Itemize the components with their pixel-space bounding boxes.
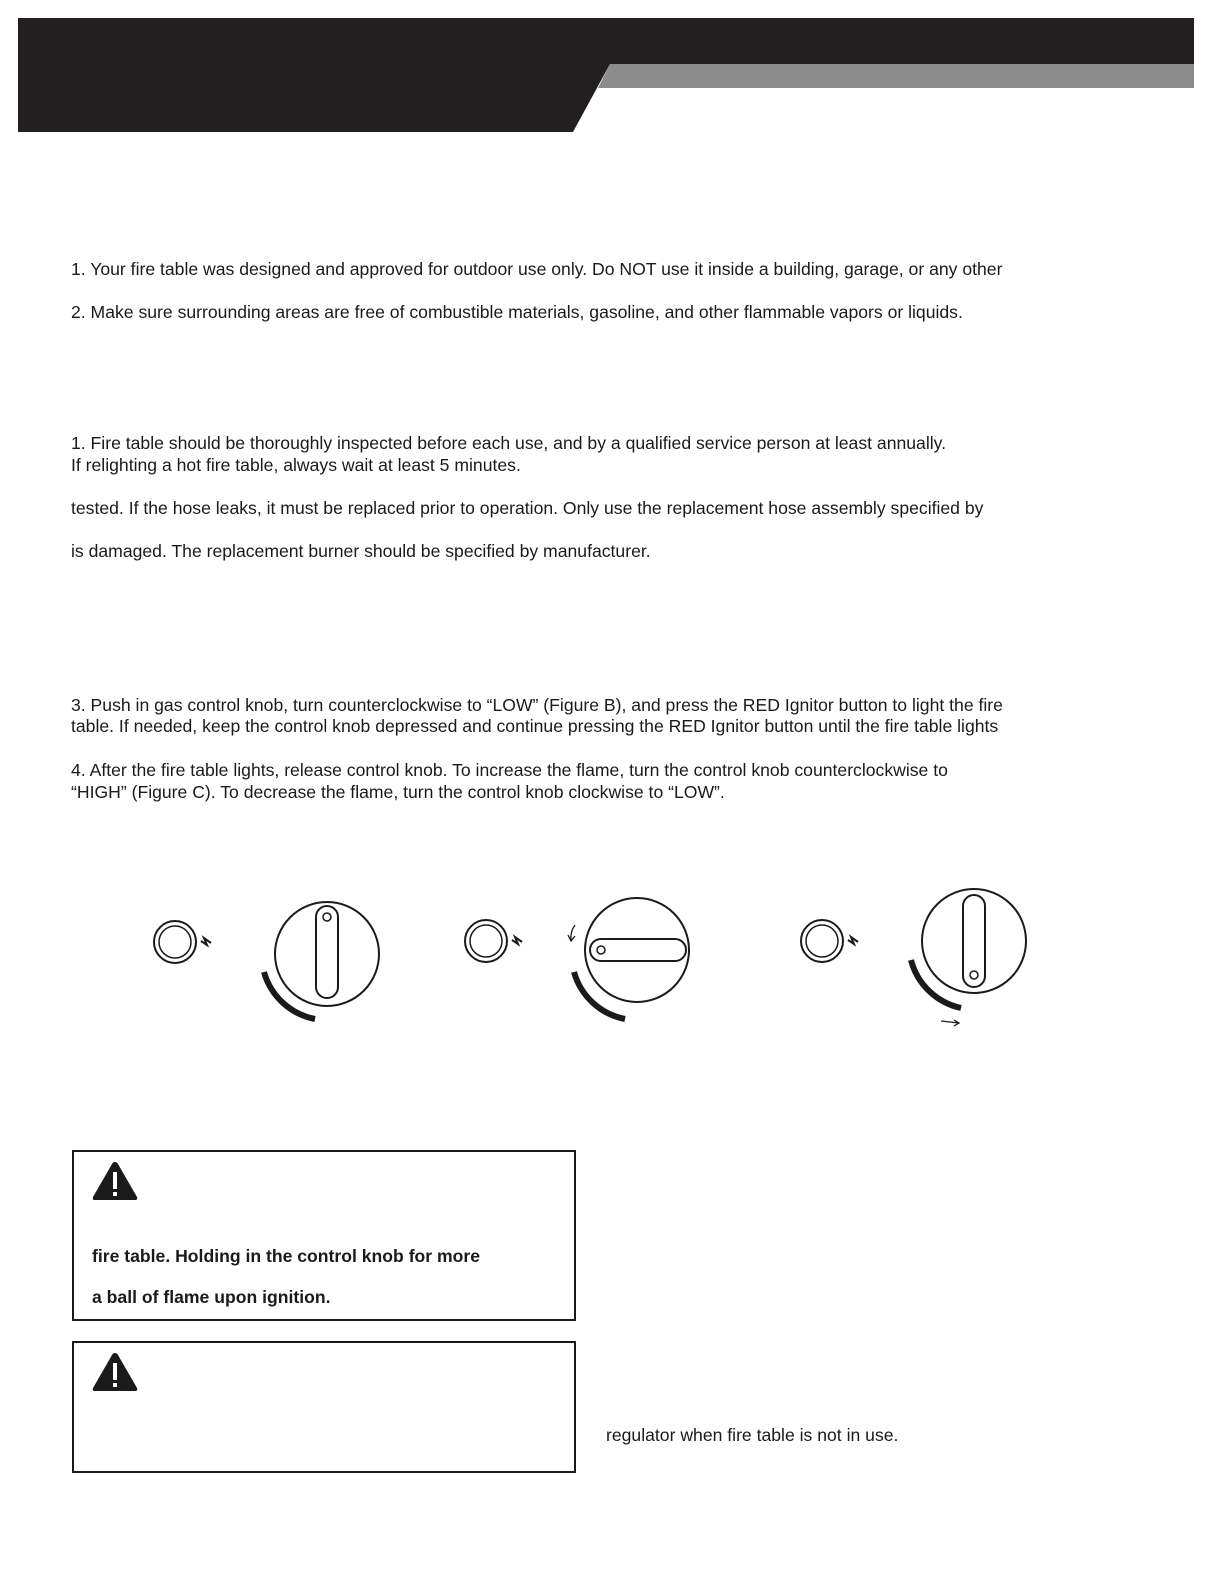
control-knob-icon [911, 889, 1026, 1026]
lighting-step-3: 3. Push in gas control knob, turn counterclockwise to “LOW” (Figure B), and press the RED Ignitor button to light the fire [71, 695, 1003, 715]
location-item-1: 1. Your fire table was designed and approved for outdoor use only. Do NOT use it inside a building, garage, or any other [71, 259, 1003, 279]
knob-figures [0, 880, 1224, 1040]
control-knob-icon [568, 898, 689, 1019]
warning-box-gas [72, 1341, 576, 1473]
figure-c-knob-high [801, 889, 1026, 1026]
inspection-burner-text: is damaged. The replacement burner should be specified by manufacturer. [71, 541, 651, 561]
figure-a-knob-off [154, 902, 379, 1019]
ignitor-button-icon [465, 920, 522, 962]
warning-text-line: fire table. Holding in the control knob for more [92, 1246, 481, 1266]
lighting-step-4: 4. After the fire table lights, release control knob. To increase the flame, turn the control knob counterclockwise to [71, 760, 948, 780]
inspection-item-1-continued: If relighting a hot fire table, always wait at least 5 minutes. [71, 455, 521, 475]
header-accent-stripe [598, 64, 1194, 88]
location-item-2: 2. Make sure surrounding areas are free of combustible materials, gasoline, and other flammable vapors or liquids. [71, 302, 963, 322]
warning-triangle-icon [91, 1351, 139, 1393]
inspection-item-1: 1. Fire table should be thoroughly inspected before each use, and by a qualified service person at least annually. [71, 433, 947, 453]
warning-text-line: a ball of flame upon ignition. [92, 1287, 331, 1307]
warning-triangle-icon [91, 1160, 139, 1202]
ignitor-button-icon [801, 920, 858, 962]
control-knob-icon [264, 902, 379, 1019]
regulator-note: regulator when fire table is not in use. [606, 1425, 899, 1445]
lighting-step-3-continued: table. If needed, keep the control knob depressed and continue pressing the RED Ignitor button until the fire table lights [71, 716, 999, 736]
ignitor-button-icon [154, 921, 211, 963]
clockwise-arrow-icon [941, 1020, 959, 1026]
page-header-band [0, 0, 1224, 140]
counterclockwise-arrow-icon [568, 925, 575, 941]
figure-b-knob-low [465, 898, 689, 1019]
inspection-hose-text: tested. If the hose leaks, it must be replaced prior to operation. Only use the replacement hose assembly specified by [71, 498, 984, 518]
warning-box-ignition [72, 1150, 576, 1321]
lighting-step-4-continued: “HIGH” (Figure C). To decrease the flame, turn the control knob clockwise to “LOW”. [71, 782, 725, 802]
